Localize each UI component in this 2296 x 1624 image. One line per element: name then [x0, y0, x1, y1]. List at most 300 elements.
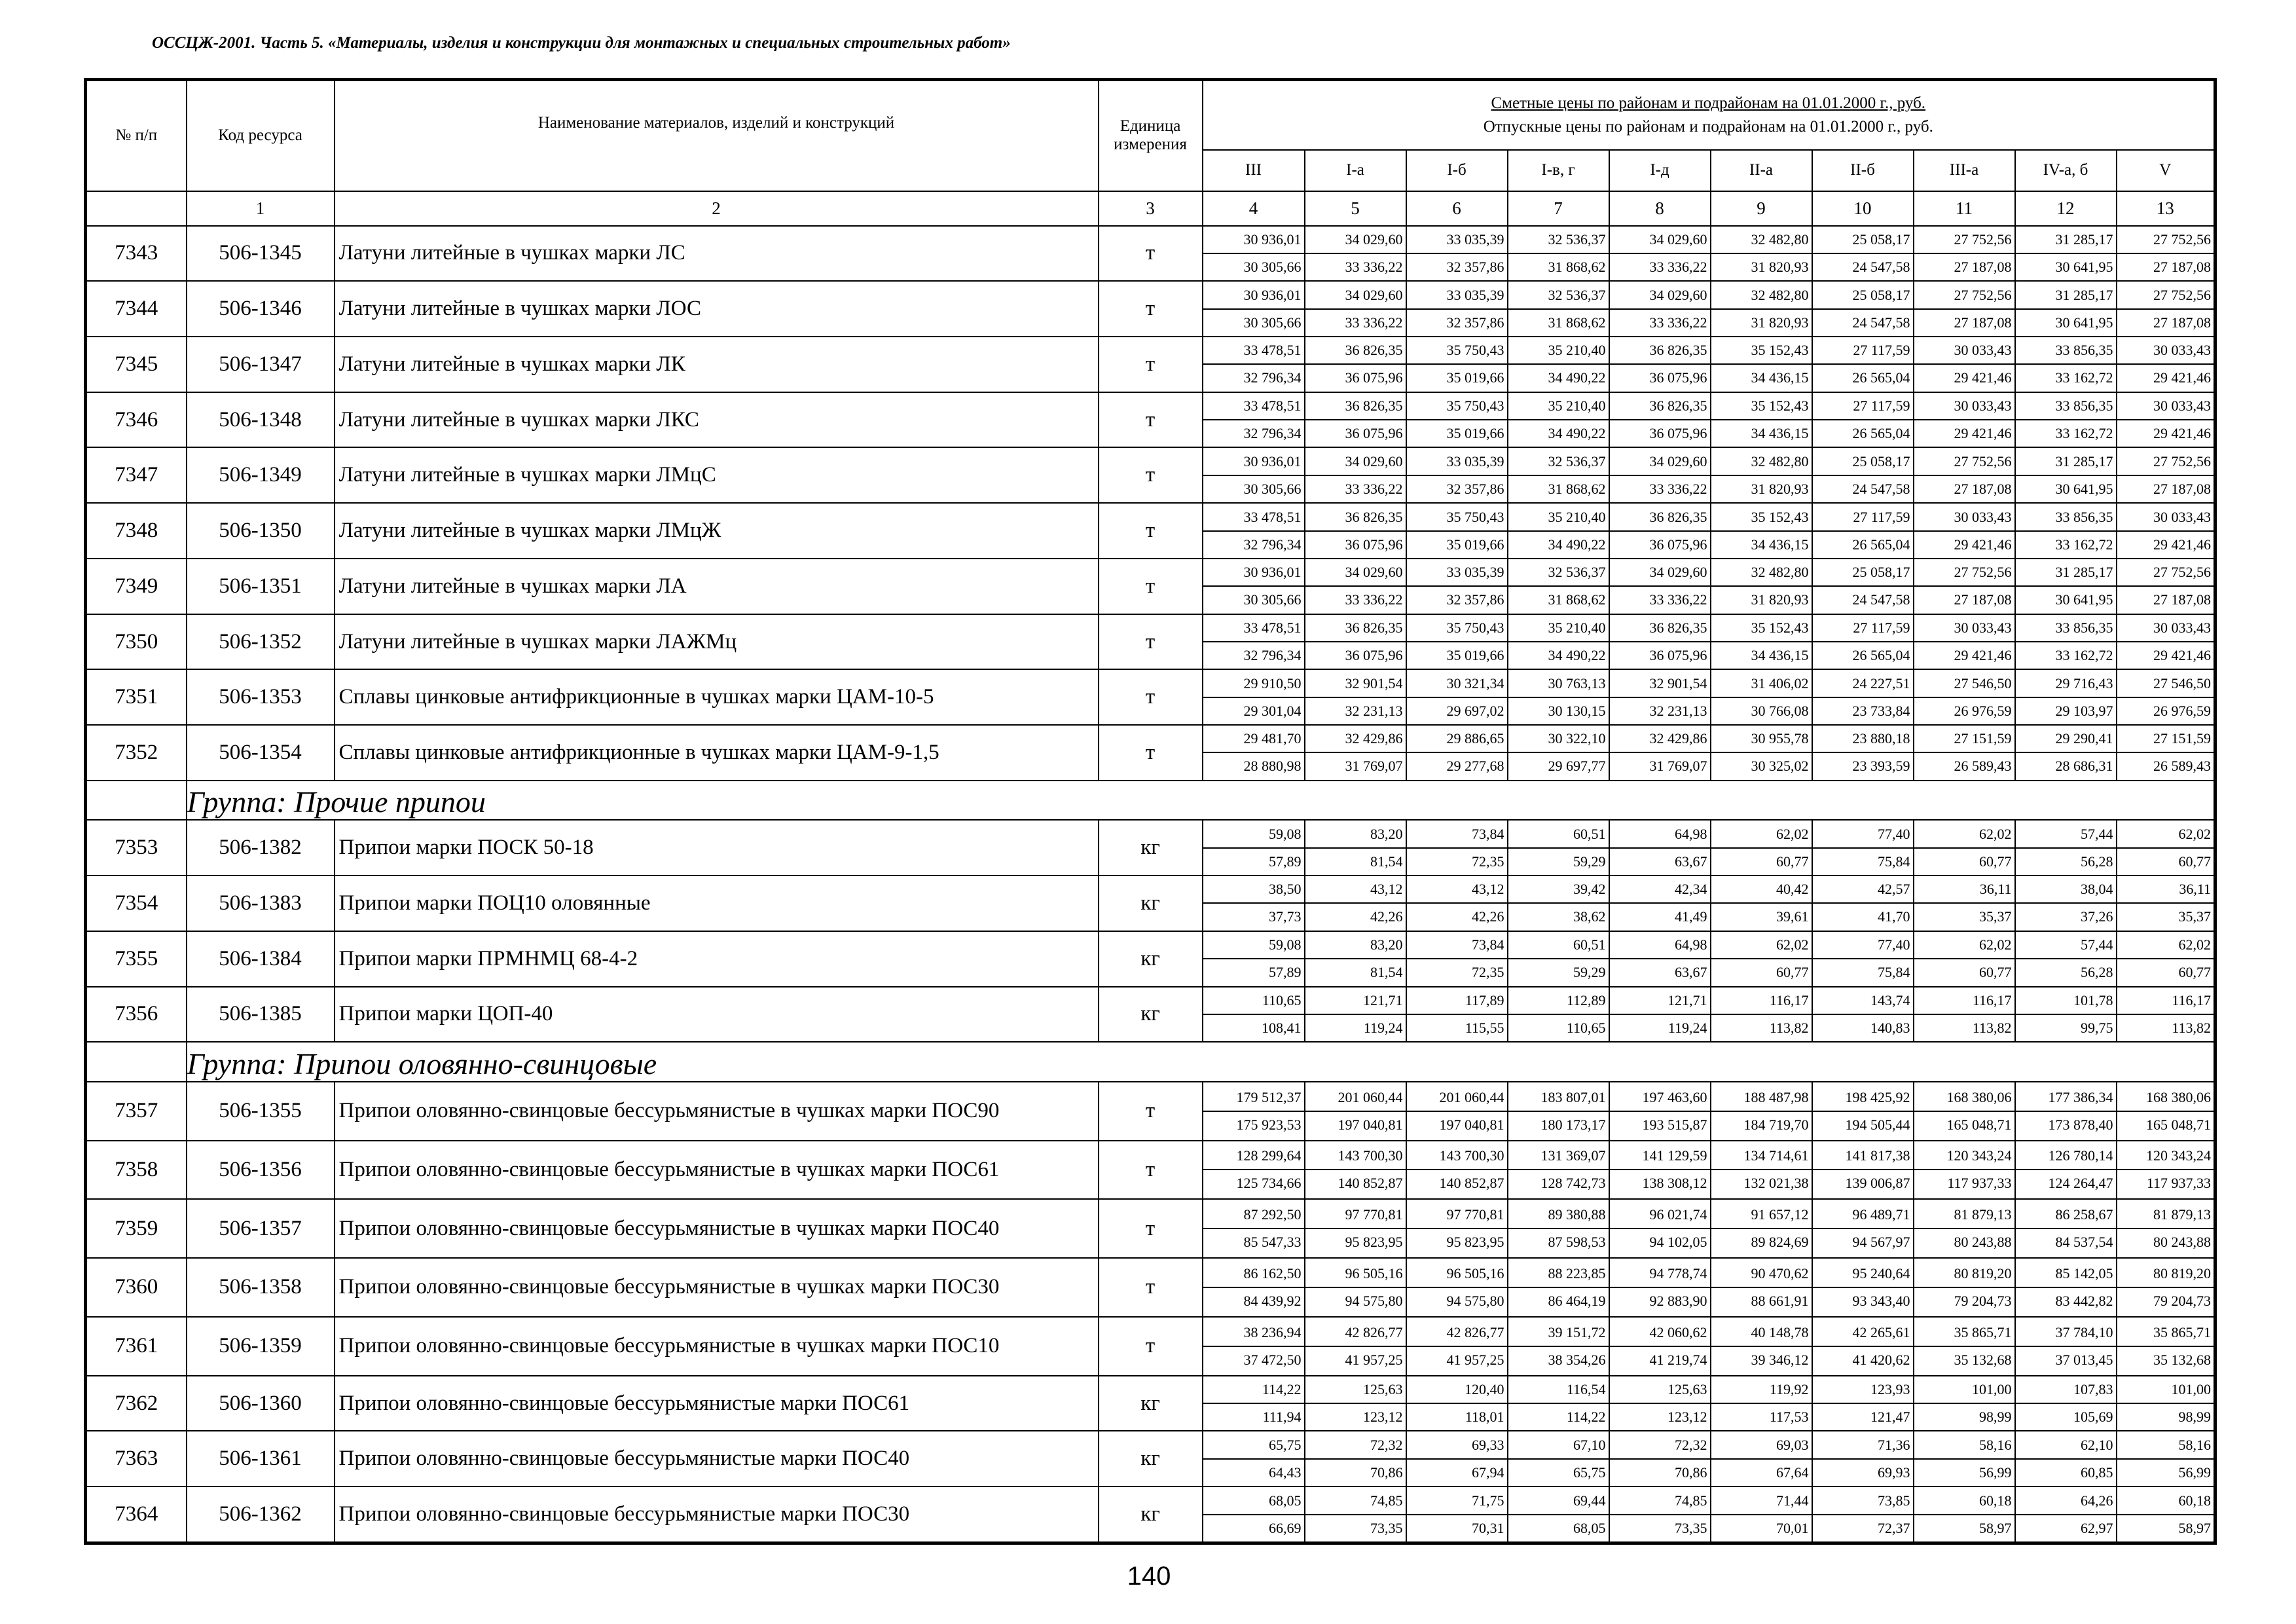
- estimate-price: 60,51: [1508, 821, 1609, 849]
- release-price: 41 957,25: [1345, 1351, 1403, 1368]
- release-price: 34 436,15: [1751, 647, 1809, 663]
- price-cell: [1508, 669, 1609, 725]
- price-cell: [1305, 1199, 1406, 1258]
- release-price: 33 162,72: [2055, 369, 2113, 386]
- price-cell: [1305, 1376, 1406, 1431]
- release-price: 32 357,86: [1446, 258, 1504, 275]
- price-cell: [2117, 1141, 2215, 1200]
- price-cell: [1305, 503, 1406, 559]
- estimate-price: 64,26: [2016, 1488, 2116, 1515]
- estimate-price: 64,98: [1610, 821, 1710, 849]
- table-row: [86, 669, 2215, 725]
- price-cell: [1914, 337, 2015, 392]
- district-header: III-а: [1914, 150, 2015, 191]
- estimate-price: 29 886,65: [1407, 726, 1507, 753]
- district-header: I-д: [1609, 150, 1711, 191]
- release-price: 33 336,22: [1345, 258, 1403, 275]
- price-cell: [1711, 614, 1812, 670]
- price-cell: [1812, 1141, 1914, 1200]
- price-cell: [1406, 987, 1508, 1043]
- estimate-price: 116,17: [2117, 987, 2214, 1015]
- estimate-price: 143,74: [1813, 987, 1913, 1015]
- release-price: 31 868,62: [1548, 480, 1606, 497]
- release-price: 35 132,68: [1954, 1351, 2012, 1368]
- price-cell: [1508, 226, 1609, 282]
- estimate-price: 36 826,35: [1305, 615, 1406, 642]
- price-cell: [1406, 931, 1508, 987]
- price-cell: [2015, 392, 2117, 448]
- material-name: Латуни литейные в чушках марки ЛАЖМц: [335, 614, 1099, 670]
- row-number: 7361: [86, 1317, 187, 1376]
- price-cell: [1914, 725, 2015, 781]
- release-price: 33 336,22: [1649, 591, 1707, 608]
- release-price: 30 641,95: [2055, 258, 2113, 275]
- release-price: 72,35: [1472, 964, 1504, 981]
- price-cell: [1711, 1486, 1812, 1543]
- estimate-price: 34 029,60: [1610, 449, 1710, 476]
- estimate-price: 69,44: [1508, 1488, 1609, 1515]
- resource-code: 506-1360: [187, 1376, 335, 1431]
- release-price: 35,37: [2178, 908, 2212, 925]
- estimate-price: 34 029,60: [1610, 559, 1710, 587]
- estimate-price: 101,00: [1914, 1376, 2014, 1404]
- release-price: 84 537,54: [2055, 1234, 2113, 1251]
- table-row: [86, 1258, 2215, 1317]
- price-cell: [2117, 876, 2215, 931]
- material-name: Латуни литейные в чушках марки ЛОС: [335, 281, 1099, 337]
- estimate-price: 120 343,24: [2117, 1143, 2214, 1170]
- estimate-price: 30 033,43: [2117, 615, 2214, 642]
- release-price: 70,86: [1675, 1464, 1707, 1481]
- resource-code: 506-1352: [187, 614, 335, 670]
- release-price: 113,82: [2172, 1019, 2212, 1036]
- price-cell: [1203, 1199, 1305, 1258]
- release-price: 72,37: [1878, 1519, 1910, 1536]
- release-price: 173 878,40: [2048, 1116, 2113, 1133]
- price-cell: [1711, 1376, 1812, 1431]
- column-number: 13: [2117, 191, 2215, 226]
- price-cell: [2015, 1431, 2117, 1486]
- price-cell: [1609, 503, 1711, 559]
- estimate-price: 119,92: [1711, 1376, 1812, 1404]
- resource-code: 506-1351: [187, 559, 335, 614]
- unit: т: [1099, 1258, 1203, 1317]
- price-cell: [2117, 725, 2215, 781]
- material-name: Припои оловянно-свинцовые бессурьмянистые в чушках марки ПОС10: [335, 1317, 1099, 1376]
- release-price: 140 852,87: [1439, 1175, 1504, 1192]
- price-cell: [1508, 1082, 1609, 1141]
- release-price: 68,05: [1573, 1519, 1606, 1536]
- price-cell: [1711, 447, 1812, 503]
- estimate-price: 97 770,81: [1305, 1202, 1406, 1229]
- price-cell: [1508, 559, 1609, 614]
- price-cell: [1711, 1141, 1812, 1200]
- release-price: 30 325,02: [1751, 758, 1809, 775]
- estimate-price: 33 856,35: [2016, 615, 2116, 642]
- release-price: 24 547,58: [1852, 258, 1910, 275]
- table-row: [86, 1376, 2215, 1431]
- estimate-price: 96 505,16: [1305, 1261, 1406, 1288]
- release-price: 31 820,93: [1751, 314, 1809, 331]
- estimate-price: 27 151,59: [2117, 726, 2214, 753]
- release-price: 39,61: [1776, 908, 1809, 925]
- release-price: 57,89: [1269, 853, 1302, 870]
- price-cell: [1203, 725, 1305, 781]
- row-number: 7358: [86, 1141, 187, 1200]
- price-cell: [1203, 669, 1305, 725]
- release-price: 95 823,95: [1345, 1234, 1403, 1251]
- release-price: 111,94: [1262, 1409, 1302, 1425]
- price-cell: [1711, 559, 1812, 614]
- release-price: 30 305,66: [1243, 480, 1302, 497]
- release-price: 138 308,12: [1642, 1175, 1707, 1192]
- estimate-price: 25 058,17: [1813, 282, 1913, 310]
- estimate-price: 36 826,35: [1305, 504, 1406, 532]
- estimate-price: 36 826,35: [1610, 615, 1710, 642]
- release-price: 140 852,87: [1338, 1175, 1403, 1192]
- release-price: 29 421,46: [2153, 369, 2212, 386]
- release-price: 42,26: [1370, 908, 1403, 925]
- estimate-price: 42,57: [1813, 876, 1913, 904]
- estimate-price: 27 546,50: [1914, 671, 2014, 698]
- price-cell: [2117, 1431, 2215, 1486]
- price-cell: [2117, 931, 2215, 987]
- release-price: 32 796,34: [1243, 647, 1302, 663]
- price-cell: [1508, 1199, 1609, 1258]
- release-price: 29 301,04: [1243, 702, 1302, 719]
- estimate-price: 27 752,56: [2117, 282, 2214, 310]
- price-cell: [1305, 1431, 1406, 1486]
- estimate-price: 27 752,56: [1914, 227, 2014, 254]
- release-price: 80 243,88: [1954, 1234, 2012, 1251]
- estimate-price: 30 763,13: [1508, 671, 1609, 698]
- price-cell: [1812, 447, 1914, 503]
- row-number: 7347: [86, 447, 187, 503]
- price-cell: [2015, 1141, 2117, 1200]
- table-row: [86, 1199, 2215, 1258]
- estimate-price: 39,42: [1508, 876, 1609, 904]
- release-price: 60,77: [1979, 853, 2012, 870]
- price-cell: [1812, 931, 1914, 987]
- price-cell: [1914, 1486, 2015, 1543]
- unit: т: [1099, 392, 1203, 448]
- release-price: 63,67: [1675, 853, 1707, 870]
- estimate-price: 33 478,51: [1203, 337, 1304, 365]
- price-cell: [1406, 503, 1508, 559]
- release-price: 30 305,66: [1243, 591, 1302, 608]
- estimate-price: 197 463,60: [1610, 1084, 1710, 1112]
- estimate-price: 29 716,43: [2016, 671, 2116, 698]
- estimate-price: 35 152,43: [1711, 393, 1812, 420]
- estimate-price: 62,02: [2117, 932, 2214, 959]
- release-price: 36 075,96: [1345, 425, 1403, 442]
- estimate-price: 68,05: [1203, 1488, 1304, 1515]
- column-number: 11: [1914, 191, 2015, 226]
- release-price: 56,28: [2081, 853, 2113, 870]
- price-table: [84, 78, 2217, 1545]
- estimate-price: 30 936,01: [1203, 282, 1304, 310]
- estimate-price: 83,20: [1305, 932, 1406, 959]
- price-cell: [1914, 1376, 2015, 1431]
- table-body: [86, 226, 2215, 1543]
- price-cell: [2117, 1082, 2215, 1141]
- price-cell: [1406, 559, 1508, 614]
- release-price: 75,84: [1878, 853, 1910, 870]
- price-cell: [1508, 820, 1609, 876]
- price-cell: [1406, 876, 1508, 931]
- material-name: Припои марки ПОЦ10 оловянные: [335, 876, 1099, 931]
- unit: кг: [1099, 820, 1203, 876]
- estimate-price: 27 117,59: [1813, 337, 1913, 365]
- price-cell: [1203, 281, 1305, 337]
- unit: кг: [1099, 876, 1203, 931]
- release-price: 35,37: [1979, 908, 2012, 925]
- district-header: II-б: [1812, 150, 1914, 191]
- estimate-price: 96 505,16: [1407, 1261, 1507, 1288]
- price-cell: [1203, 226, 1305, 282]
- unit: т: [1099, 1317, 1203, 1376]
- estimate-price: 77,40: [1813, 932, 1913, 959]
- estimate-price: 128 299,64: [1203, 1143, 1304, 1170]
- release-price: 37,73: [1269, 908, 1302, 925]
- price-cell: [2015, 931, 2117, 987]
- estimate-price: 31 285,17: [2016, 282, 2116, 310]
- release-price: 33 162,72: [2055, 647, 2113, 663]
- release-price: 66,69: [1269, 1519, 1302, 1536]
- estimate-price: 72,32: [1305, 1432, 1406, 1460]
- estimate-price: 69,03: [1711, 1432, 1812, 1460]
- estimate-price: 121,71: [1610, 987, 1710, 1015]
- estimate-price: 30 936,01: [1203, 559, 1304, 587]
- resource-code: 506-1357: [187, 1199, 335, 1258]
- estimate-price: 30 322,10: [1508, 726, 1609, 753]
- release-price: 26 589,43: [1954, 758, 2012, 775]
- estimate-price: 198 425,92: [1813, 1084, 1913, 1112]
- release-price: 35 019,66: [1446, 647, 1504, 663]
- price-cell: [2117, 337, 2215, 392]
- row-number: 7354: [86, 876, 187, 931]
- estimate-price: 35 865,71: [2117, 1320, 2214, 1347]
- estimate-price: 34 029,60: [1305, 559, 1406, 587]
- release-price: 59,29: [1573, 853, 1606, 870]
- material-name: Сплавы цинковые антифрикционные в чушках марки ЦАМ-9-1,5: [335, 725, 1099, 781]
- release-price: 165 048,71: [1946, 1116, 2012, 1133]
- estimate-price: 96 489,71: [1813, 1202, 1913, 1229]
- row-number: 7345: [86, 337, 187, 392]
- estimate-price: 116,17: [1914, 987, 2014, 1015]
- release-price: 115,55: [1465, 1019, 1504, 1036]
- group-blank-cell: [86, 1042, 187, 1082]
- release-price: 117,53: [1769, 1409, 1809, 1425]
- price-cell: [2015, 559, 2117, 614]
- estimate-price: 30 033,43: [1914, 337, 2014, 365]
- release-price: 81,54: [1370, 853, 1403, 870]
- release-price: 123,12: [1667, 1409, 1707, 1425]
- price-cell: [1406, 820, 1508, 876]
- estimate-price: 27 752,56: [2117, 449, 2214, 476]
- price-cell: [2015, 447, 2117, 503]
- district-header: I-а: [1305, 150, 1406, 191]
- price-cell: [1914, 669, 2015, 725]
- estimate-price: 59,08: [1203, 821, 1304, 849]
- release-price: 29 103,97: [2055, 702, 2113, 719]
- estimate-price: 30 321,34: [1407, 671, 1507, 698]
- price-cell: [1508, 1486, 1609, 1543]
- release-price: 60,85: [2081, 1464, 2113, 1481]
- price-cell: [1609, 1082, 1711, 1141]
- estimate-price: 42 265,61: [1813, 1320, 1913, 1347]
- group-row: [86, 1042, 2215, 1082]
- release-price: 60,77: [1776, 964, 1809, 981]
- release-price: 59,29: [1573, 964, 1606, 981]
- table-row: [86, 447, 2215, 503]
- estimate-price: 58,16: [1914, 1432, 2014, 1460]
- estimate-price: 32 429,86: [1305, 726, 1406, 753]
- material-name: Припои оловянно-свинцовые бессурьмянистые в чушках марки ПОС40: [335, 1199, 1099, 1258]
- price-cell: [2015, 725, 2117, 781]
- price-cell: [2117, 447, 2215, 503]
- estimate-price: 23 880,18: [1813, 726, 1913, 753]
- release-price: 132 021,38: [1743, 1175, 1809, 1192]
- price-cell: [2117, 614, 2215, 670]
- release-price: 75,84: [1878, 964, 1910, 981]
- estimate-price: 33 035,39: [1407, 559, 1507, 587]
- estimate-price: 120,40: [1407, 1376, 1507, 1404]
- resource-code: 506-1354: [187, 725, 335, 781]
- release-price: 34 436,15: [1751, 536, 1809, 553]
- estimate-price: 57,44: [2016, 932, 2116, 959]
- release-price: 36 075,96: [1649, 536, 1707, 553]
- release-price: 58,97: [1979, 1519, 2012, 1536]
- resource-code: 506-1383: [187, 876, 335, 931]
- estimate-price: 141 129,59: [1610, 1143, 1710, 1170]
- material-name: Припои оловянно-свинцовые бессурьмянистые марки ПОС40: [335, 1431, 1099, 1486]
- estimate-price: 33 478,51: [1203, 393, 1304, 420]
- price-cell: [1203, 1431, 1305, 1486]
- release-price: 35 132,68: [2153, 1351, 2212, 1368]
- price-cell: [1203, 931, 1305, 987]
- estimate-price: 40 148,78: [1711, 1320, 1812, 1347]
- estimate-price: 32 482,80: [1711, 449, 1812, 476]
- price-cell: [1508, 337, 1609, 392]
- material-name: Припои марки ПОСК 50-18: [335, 820, 1099, 876]
- release-price: 29 421,46: [1954, 536, 2012, 553]
- price-cell: [2117, 820, 2215, 876]
- estimate-price: 33 035,39: [1407, 449, 1507, 476]
- price-cell: [1914, 614, 2015, 670]
- release-price: 38,62: [1573, 908, 1606, 925]
- release-price: 28 686,31: [2055, 758, 2113, 775]
- price-cell: [2015, 820, 2117, 876]
- estimate-price: 34 029,60: [1305, 449, 1406, 476]
- release-price: 79 204,73: [1954, 1292, 2012, 1309]
- estimate-price: 33 478,51: [1203, 504, 1304, 532]
- release-price: 35 019,66: [1446, 536, 1504, 553]
- resource-code: 506-1346: [187, 281, 335, 337]
- release-price: 30 305,66: [1243, 314, 1302, 331]
- price-cell: [1305, 392, 1406, 448]
- estimate-price: 101,00: [2117, 1376, 2214, 1404]
- release-price: 27 187,08: [1954, 258, 2012, 275]
- release-price: 34 490,22: [1548, 647, 1606, 663]
- resource-code: 506-1355: [187, 1082, 335, 1141]
- price-cell: [1711, 226, 1812, 282]
- estimate-price: 71,44: [1711, 1488, 1812, 1515]
- estimate-price: 59,08: [1203, 932, 1304, 959]
- estimate-price: 35 750,43: [1407, 337, 1507, 365]
- price-cell: [1508, 503, 1609, 559]
- release-price: 26 976,59: [2153, 702, 2212, 719]
- price-cell: [1812, 725, 1914, 781]
- price-cell: [1914, 987, 2015, 1043]
- column-number: 1: [187, 191, 335, 226]
- release-price: 119,24: [1363, 1019, 1403, 1036]
- estimate-price: 33 035,39: [1407, 227, 1507, 254]
- release-price: 27 187,08: [2153, 591, 2212, 608]
- release-price: 60,77: [1979, 964, 2012, 981]
- estimate-price: 83,20: [1305, 821, 1406, 849]
- release-price: 105,69: [2073, 1409, 2113, 1425]
- estimate-price: 62,02: [1914, 821, 2014, 849]
- release-price: 98,99: [2178, 1409, 2212, 1425]
- release-price: 26 565,04: [1852, 369, 1910, 386]
- price-cell: [1812, 1317, 1914, 1376]
- price-cell: [1812, 392, 1914, 448]
- estimate-price: 42 826,77: [1305, 1320, 1406, 1347]
- unit: т: [1099, 281, 1203, 337]
- release-price: 30 305,66: [1243, 258, 1302, 275]
- price-cell: [1609, 392, 1711, 448]
- release-price: 98,99: [1979, 1409, 2012, 1425]
- estimate-price: 35 750,43: [1407, 504, 1507, 532]
- price-cell: [1203, 503, 1305, 559]
- release-price: 32 796,34: [1243, 425, 1302, 442]
- price-cell: [1508, 876, 1609, 931]
- release-price: 34 490,22: [1548, 369, 1606, 386]
- price-cell: [1812, 226, 1914, 282]
- price-cell: [1203, 447, 1305, 503]
- price-cell: [1812, 876, 1914, 931]
- estimate-price: 33 035,39: [1407, 282, 1507, 310]
- column-number: 3: [1099, 191, 1203, 226]
- release-price: 86 464,19: [1548, 1292, 1606, 1309]
- estimate-price: 43,12: [1305, 876, 1406, 904]
- estimate-price: 43,12: [1407, 876, 1507, 904]
- estimate-price: 91 657,12: [1711, 1202, 1812, 1229]
- price-cell: [1914, 1082, 2015, 1141]
- release-price: 73,35: [1675, 1519, 1707, 1536]
- row-number: 7349: [86, 559, 187, 614]
- estimate-price: 64,98: [1610, 932, 1710, 959]
- price-cell: [1508, 281, 1609, 337]
- estimate-price: 29 910,50: [1203, 671, 1304, 698]
- column-number: 5: [1305, 191, 1406, 226]
- estimate-price: 42,34: [1610, 876, 1710, 904]
- estimate-price: 62,02: [1711, 932, 1812, 959]
- release-price: 65,75: [1573, 1464, 1606, 1481]
- price-cell: [1305, 1317, 1406, 1376]
- estimate-price: 25 058,17: [1813, 449, 1913, 476]
- release-price: 30 641,95: [2055, 314, 2113, 331]
- estimate-price: 95 240,64: [1813, 1261, 1913, 1288]
- release-price: 81,54: [1370, 964, 1403, 981]
- estimate-price: 30 033,43: [1914, 504, 2014, 532]
- row-number: 7343: [86, 226, 187, 282]
- price-cell: [1406, 1431, 1508, 1486]
- estimate-price: 27 752,56: [2117, 559, 2214, 587]
- release-price: 84 439,92: [1243, 1292, 1302, 1309]
- estimate-price: 97 770,81: [1407, 1202, 1507, 1229]
